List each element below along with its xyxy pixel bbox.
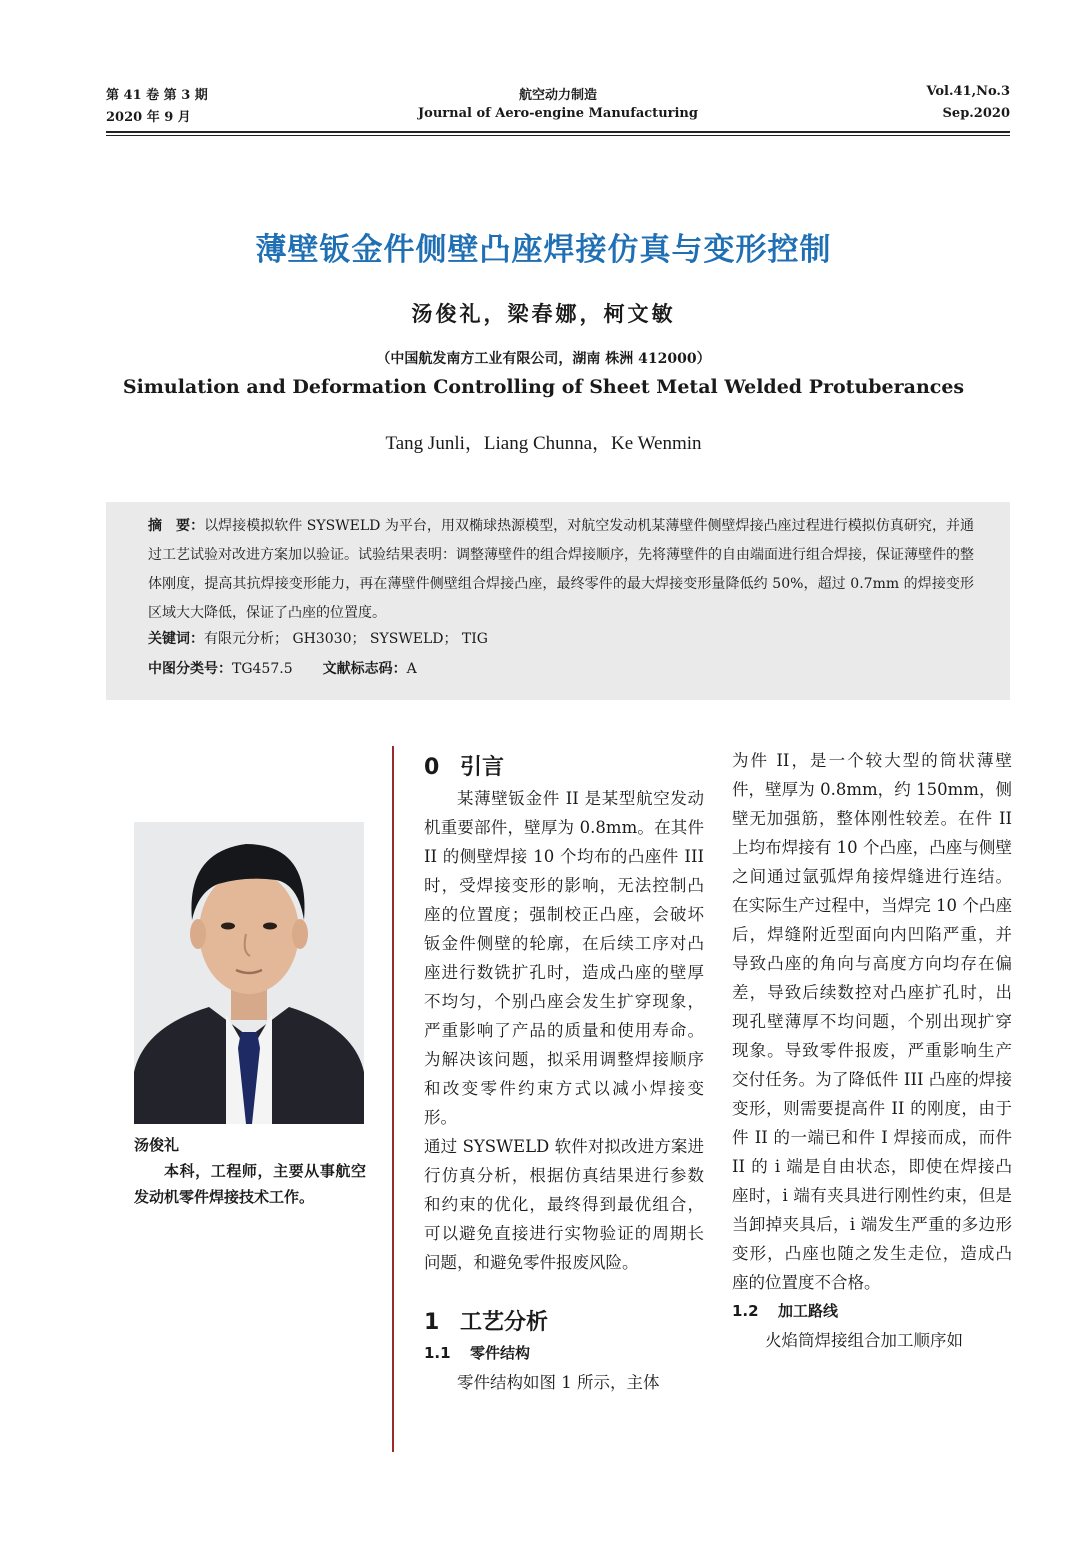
journal-name-cn: 航空动力制造 xyxy=(518,88,597,103)
subsection-number: 1.2 xyxy=(732,1302,759,1320)
paragraph: 火焰筒焊接组合加工顺序如 xyxy=(765,1331,963,1350)
volume-issue: 第 41 卷 第 3 期 xyxy=(106,88,208,103)
subsection-title: 零件结构 xyxy=(470,1344,531,1362)
doc-code-label: 文献标志码： xyxy=(322,661,407,677)
section-number: 0 xyxy=(424,755,440,780)
subsection-title: 加工路线 xyxy=(778,1302,839,1320)
author-list: 汤俊礼，梁春娜，柯文敏 xyxy=(411,301,676,326)
abstract xyxy=(148,512,974,628)
author-photo xyxy=(134,822,364,1124)
volume-issue-en: Vol.41,No.3 xyxy=(926,84,1010,99)
paragraph: 为件 II，是一个较大型的筒状薄壁件，壁厚为 0.8mm，约 150mm，侧壁无加强筋，整体刚性较差。在件 II 上均布焊接有 10 个凸座，凸座与侧壁之间通过氩弧焊角接焊缝进行连结。在实际生产过程中，当焊完 10 个凸座后，焊缝附近型面向内凹陷严重，并导致凸座的角向与高度方向均存在偏差，导致后续数控对凸座扩孔时，出现孔壁薄厚不均问题，个别出现扩穿现象。导致零件报废，严重影响生产交付任务。为了降低件 III 凸座的焊接变形，则需要提高件 II 的刚度，由于件 II 的一端已和件 I 焊接而成，而件 II 的 i 端是自由状态，即使在焊接凸座时，i 端有夹具进行刚性约束，但是当卸掉夹具后，i 端发生严重的多边形变形，凸座也随之发生走位，造成凸座的位置度不合格。 xyxy=(732,751,1012,1292)
body-column-1 xyxy=(424,752,704,1397)
paragraph: 零件结构如图 1 所示，主体 xyxy=(457,1373,660,1392)
header-rule-thin xyxy=(106,135,1010,136)
header-rule xyxy=(106,131,1010,133)
section-1-heading xyxy=(424,1307,704,1339)
paragraph: 某薄壁钣金件 II 是某型航空发动机重要部件，壁厚为 0.8mm。在其件 II 的侧壁焊接 10 个均布的凸座件 III 时，受焊接变形的影响，无法控制凸座的位置度；强制校正凸座，会破坏钣金件侧壁的轮廓，在后续工序对凸座进行数铣扩孔时，造成凸座的壁厚不均匀，个别凸座会发生扩穿现象，严重影响了产品的质量和使用寿命。为解决该问题，拟采用调整焊接顺序和改变零件约束方式以减小焊接变形。 xyxy=(424,789,704,1127)
keywords-label: 关键词： xyxy=(148,631,204,647)
english-authors: Tang Junli，Liang Chunna，Ke Wenmin xyxy=(385,433,702,454)
keywords: 有限元分析； GH3030； SYSWELD； TIG xyxy=(204,631,488,647)
section-title: 引言 xyxy=(460,755,505,780)
section-title: 工艺分析 xyxy=(460,1310,549,1335)
journal-name-en: Journal of Aero-engine Manufacturing xyxy=(418,106,698,121)
paper-title: 薄壁钣金件侧壁凸座焊接仿真与变形控制 xyxy=(255,232,832,268)
bio-name: 汤俊礼 xyxy=(134,1136,180,1154)
clc-label: 中图分类号： xyxy=(148,661,232,677)
section-0-heading xyxy=(424,752,704,784)
keywords-line xyxy=(148,628,488,648)
running-header xyxy=(106,84,1010,130)
section-1-2-heading xyxy=(732,1297,1012,1326)
classification-line xyxy=(148,658,417,678)
column-divider xyxy=(392,746,394,1452)
body-column-2 xyxy=(732,746,1012,1355)
english-title: Simulation and Deformation Controlling of Sheet Metal Welded Protuberances xyxy=(122,376,965,398)
paragraph: 通过 SYSWELD 软件对拟改进方案进行仿真分析，根据仿真结果进行参数和约束的优化，最终得到最优组合，可以避免直接进行实物验证的周期长问题，和避免零件报废风险。 xyxy=(424,1137,704,1272)
section-1-1-heading xyxy=(424,1339,704,1368)
doc-code: A xyxy=(406,661,417,677)
affiliation: （中国航发南方工业有限公司，湖南 株洲 412000） xyxy=(376,351,711,367)
abstract-text: 以焊接模拟软件 SYSWELD 为平台，用双椭球热源模型，对航空发动机某薄壁件侧壁焊接凸座过程进行模拟仿真研究，并通过工艺试验对改进方案加以验证。试验结果表明：调整薄壁件的组合焊接顺序，先将薄壁件的自由端面进行组合焊接，保证薄壁件的整体刚度，提高其抗焊接变形能力，再在薄壁件侧壁组合焊接凸座，最终零件的最大焊接变形量降低约 50%，超过 0.7mm 的焊接变形区域大大降低，保证了凸座的位置度。 xyxy=(148,518,975,621)
subsection-number: 1.1 xyxy=(424,1344,451,1362)
abstract-label: 摘 要： xyxy=(148,518,205,534)
issue-date: 2020 年 9 月 xyxy=(106,110,191,125)
clc-number: TG457.5 xyxy=(232,661,293,677)
bio-text: 本科，工程师，主要从事航空发动机零件焊接技术工作。 xyxy=(134,1162,366,1206)
section-number: 1 xyxy=(424,1310,440,1335)
issue-date-en: Sep.2020 xyxy=(942,106,1010,121)
